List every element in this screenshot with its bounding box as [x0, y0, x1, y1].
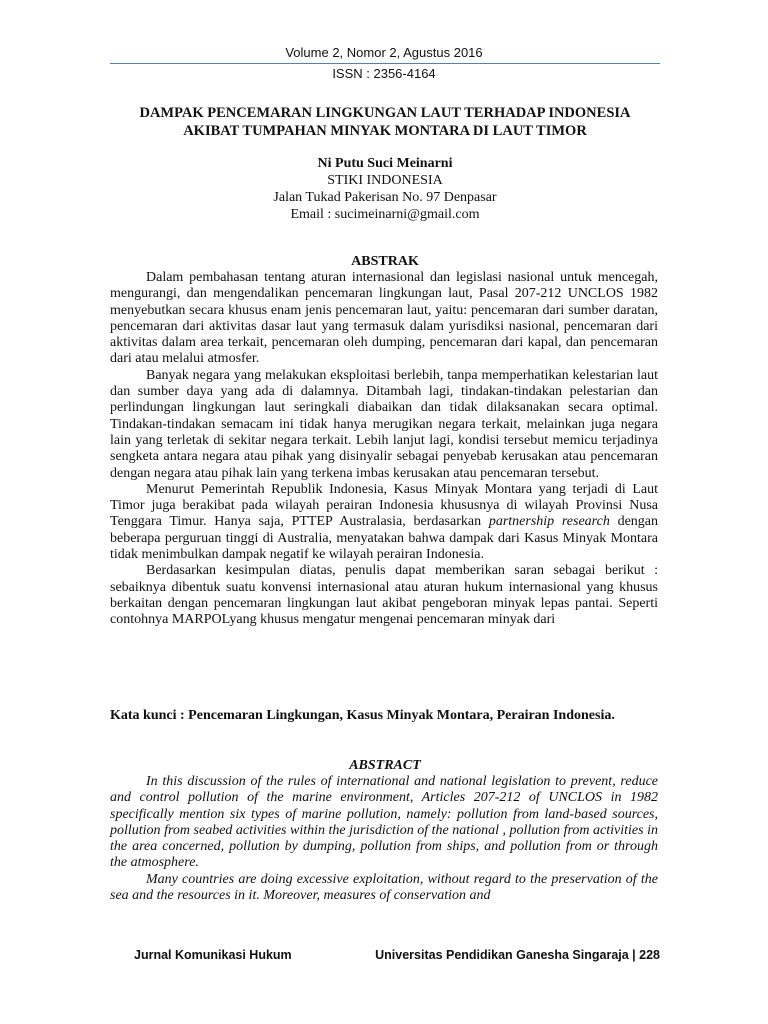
- author-name: Ni Putu Suci Meinarni: [317, 156, 453, 171]
- author-address: Jalan Tukad Pakerisan No. 97 Denpasar: [273, 190, 497, 205]
- abstrak-paragraph-2: Banyak negara yang melakukan eksploitasi berlebih, tanpa memperhatikan kelestarian laut dan sumber daya yang ada di dalamnya. Ditambah lagi, tindakan-tindakan pelestarian dan perlindungan lingkungan laut seringkali diabaikan dan tidak dilaksanakan secara optimal. Tindakan-tindakan semacam ini tidak hanya merugikan negara terkait, melainkan juga negara lain yang terletak di sekitar negara terkait. Lebih lanjut lagi, kondisi tersebut memicu terjadinya sengketa antara negara atau pihak yang disinyalir sebagai penyebab kerusakan atau pencemaran dengan negara atau pihak lain yang terkena imbas kerusakan atau pencemaran tersebut.: [110, 367, 658, 481]
- footer-university-page: Universitas Pendidikan Ganesha Singaraja | 228: [375, 948, 660, 962]
- author-email: Email : sucimeinarni@gmail.com: [290, 207, 480, 222]
- title-line-2: AKIBAT TUMPAHAN MINYAK MONTARA DI LAUT TIMOR: [183, 123, 587, 139]
- abstrak-p3-emphasis: partnership research: [488, 514, 610, 530]
- title-line-1: DAMPAK PENCEMARAN LINGKUNGAN LAUT TERHADAP INDONESIA: [139, 105, 631, 121]
- abstract-paragraph-2: Many countries are doing excessive exploitation, without regard to the preservation of the sea and the resources in it. Moreover, measures of conservation and: [110, 871, 658, 904]
- keywords: Kata kunci : Pencemaran Lingkungan, Kasus Minyak Montara, Perairan Indonesia.: [110, 708, 615, 723]
- paper-title: [110, 104, 660, 140]
- abstrak-body: [110, 270, 658, 629]
- author-institution: STIKI INDONESIA: [327, 173, 443, 188]
- abstrak-paragraph-3: [110, 482, 658, 563]
- abstrak-p3-text-b: dengan beberapa perguruan tinggi di Australia, menyatakan bahwa dampak dari Kasus Minyak Montara tidak menimbulkan dampak negatif ke wilayah perairan Indonesia.: [110, 514, 658, 563]
- footer-journal: Jurnal Komunikasi Hukum: [134, 948, 292, 962]
- header-rule: [110, 63, 660, 64]
- abstrak-heading: ABSTRAK: [351, 254, 419, 269]
- abstract-body: [110, 774, 658, 904]
- abstrak-paragraph-1: Dalam pembahasan tentang aturan internasional dan legislasi nasional untuk mencegah, mengurangi, dan mengendalikan pencemaran lingkungan laut, Pasal 207-212 UNCLOS 1982 menyebutkan secara khusus enam jenis pencemaran laut, yaitu: pencemaran dari sumber daratan, pencemaran dari aktivitas dasar laut yang termasuk dalam yurisdiksi nasional, pencemaran dari aktivitas dalam area terkait, pencemaran oleh dumping, pencemaran dari kapal, dan pencemaran dari atau melalui atmosfer.: [110, 270, 658, 367]
- abstrak-paragraph-4: Berdasarkan kesimpulan diatas, penulis dapat memberikan saran sebagai berikut : sebaiknya dibentuk suatu konvensi internasional atau aturan hukum internasional yang khusus berkaitan dengan pencemaran lingkungan laut akibat pengeboran minyak lepas pantai. Seperti contohnya MARPOLyang khusus mengatur mengenai pencemaran minyak dari: [110, 563, 658, 628]
- abstract-paragraph-1: In this discussion of the rules of international and national legislation to prevent, reduce and control pollution of the marine environment, Articles 207-212 of UNCLOS in 1982 specifically mention six types of marine pollution, namely: pollution from land-based sources, pollution from seabed activities within the jurisdiction of the national , pollution from activities in the area concerned, pollution by dumping, pollution from ships, and pollution from or through the atmosphere.: [110, 774, 658, 871]
- abstract-heading: ABSTRACT: [349, 758, 421, 773]
- abstrak-p3-text-a: Menurut Pemerintah Republik Indonesia, Kasus Minyak Montara yang terjadi di Laut Timor juga berakibat pada wilayah perairan Indonesia khususnya di wilayah Provinsi Nusa Tenggara Timur. Hanya saja, PTTEP Australasia, berdasarkan: [110, 481, 658, 530]
- running-footer: [134, 948, 660, 968]
- author-block: [110, 155, 660, 223]
- issn: ISSN : 2356-4164: [332, 66, 436, 81]
- volume-info: Volume 2, Nomor 2, Agustus 2016: [285, 45, 483, 60]
